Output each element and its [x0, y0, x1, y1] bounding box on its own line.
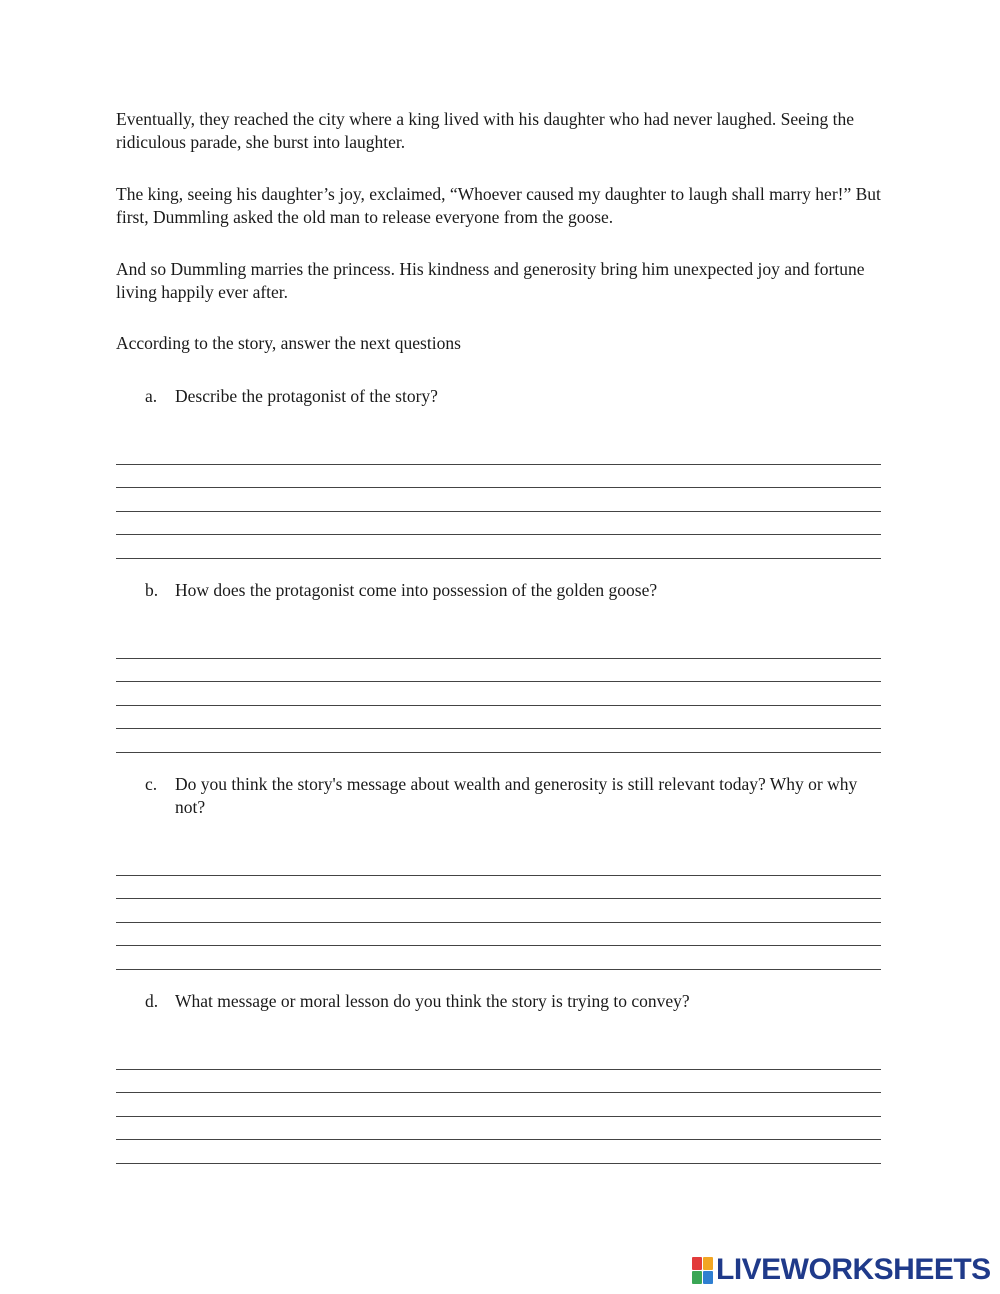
question-d [145, 990, 885, 1013]
story-paragraph-1: Eventually, they reached the city where a king lived with his daughter who had never laughed. Seeing the ridiculous parade, she burst into laughter. [116, 109, 854, 152]
liveworksheets-logo [692, 1254, 991, 1286]
answer-line[interactable] [116, 488, 881, 512]
story-paragraph-2: The king, seeing his daughter’s joy, exclaimed, “Whoever caused my daughter to laugh shall marry her!” But first, Dummling asked the old man to release everyone from the goose. [116, 184, 881, 227]
question-text: What message or moral lesson do you think the story is trying to convey? [175, 991, 690, 1011]
answer-area-b[interactable] [116, 635, 881, 753]
logo-text: LIVEWORKSHEETS [716, 1253, 991, 1286]
answer-line[interactable] [116, 1093, 881, 1117]
question-b [145, 579, 885, 602]
story-paragraph-3: And so Dummling marries the princess. His kindness and generosity bring him unexpected joy and fortune living happily ever after. [116, 259, 865, 302]
answer-line[interactable] [116, 535, 881, 559]
answer-line[interactable] [116, 512, 881, 536]
logo-square [692, 1257, 702, 1270]
answer-line[interactable] [116, 923, 881, 947]
answer-area-d[interactable] [116, 1046, 881, 1164]
instruction-text: According to the story, answer the next questions [116, 333, 461, 353]
answer-line[interactable] [116, 1117, 881, 1141]
answer-line[interactable] [116, 706, 881, 730]
liveworksheets-logo-icon [692, 1257, 712, 1283]
answer-line[interactable] [116, 1046, 881, 1070]
question-text: Describe the protagonist of the story? [175, 386, 438, 406]
answer-line[interactable] [116, 946, 881, 970]
answer-line[interactable] [116, 659, 881, 683]
question-letter: a. [145, 386, 158, 406]
answer-line[interactable] [116, 465, 881, 489]
question-text: How does the protagonist come into possession of the golden goose? [175, 580, 658, 600]
answer-area-a[interactable] [116, 441, 881, 559]
logo-square [703, 1257, 713, 1270]
logo-square [703, 1271, 713, 1284]
question-letter: b. [145, 580, 159, 600]
answer-line[interactable] [116, 899, 881, 923]
answer-line[interactable] [116, 1140, 881, 1164]
answer-area-c[interactable] [116, 852, 881, 970]
question-text: Do you think the story's message about wealth and generosity is still relevant today? Why or why not? [175, 774, 858, 817]
answer-line[interactable] [116, 876, 881, 900]
question-c [145, 773, 885, 819]
answer-line[interactable] [116, 1070, 881, 1094]
question-letter: c. [145, 774, 158, 794]
answer-line[interactable] [116, 852, 881, 876]
question-a [145, 385, 885, 408]
logo-square [692, 1271, 702, 1284]
answer-line[interactable] [116, 635, 881, 659]
question-letter: d. [145, 991, 159, 1011]
answer-line[interactable] [116, 682, 881, 706]
answer-line[interactable] [116, 729, 881, 753]
answer-line[interactable] [116, 441, 881, 465]
